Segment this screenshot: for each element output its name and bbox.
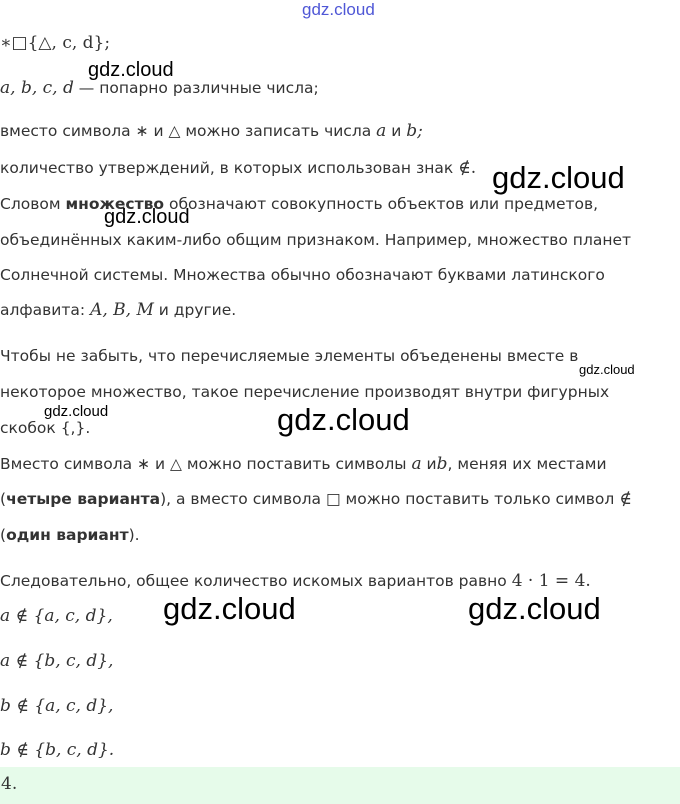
square-symbol-text: ), а вместо символа □ можно поставить только символ [160, 490, 615, 508]
alphabet-text: алфавита: [0, 301, 86, 319]
set-letters: A, B, M [90, 300, 154, 320]
answer-value: 4. [1, 774, 18, 794]
answer-box [0, 767, 680, 804]
conclusion-formula: 4 · 1 = 4. [511, 571, 591, 591]
var-b: b; [406, 121, 423, 141]
solution-line-3 [0, 524, 140, 546]
symbol-a: a [411, 454, 422, 474]
watermark: gdz.cloud [104, 206, 190, 228]
definition-line-3: Солнечной системы. Множества обычно обозначают буквами латинского [0, 266, 605, 284]
symbols-text: вместо символа ∗ и △ можно записать числа [0, 122, 372, 140]
variables-list: a, b, c, d [0, 78, 74, 98]
definition-text-start: Словом [0, 195, 61, 213]
definition-text-end: обозначают совокупность объектов или предметов, [169, 195, 599, 213]
problem-expression: ∗□{△, c, d}; [0, 33, 111, 53]
watermark: gdz.cloud [579, 362, 635, 377]
definition-line-4 [0, 299, 236, 321]
four-variants: четыре варианта [6, 490, 161, 508]
paren-close: ). [128, 526, 140, 544]
conclusion-line [0, 570, 591, 592]
paren-open-2: ( [0, 526, 7, 544]
paren-open: ( [0, 490, 7, 508]
note-line-1: Чтобы не забыть, что перечисляемые элементы объеденены вместе в [0, 347, 579, 365]
watermark: gdz.cloud [277, 402, 410, 437]
term-set: множество [65, 195, 165, 213]
not-in-symbol: ∉. [458, 158, 477, 178]
and-word: и [391, 122, 402, 140]
not-in-symbol-2: ∉ [619, 489, 632, 509]
conclusion-text: Следовательно, общее количество искомых вариантов равно [0, 572, 507, 590]
and-others-text: и другие. [158, 301, 237, 319]
result-2: a ∉ {b, c, d}, [0, 651, 114, 671]
result-1: a ∉ {a, c, d}, [0, 606, 113, 626]
watermark: gdz.cloud [44, 403, 109, 420]
watermark: gdz.cloud [468, 591, 601, 626]
var-a: a [376, 121, 387, 141]
result-4: b ∉ {b, c, d}. [0, 740, 115, 760]
note-line-2: некоторое множество, такое перечисление производят внутри фигурных [0, 383, 610, 401]
variables-description: — попарно различные числа; [78, 79, 319, 97]
solution-line-1 [0, 453, 607, 475]
swap-text: , меняя их местами [447, 455, 607, 473]
note-line-3: скобок {,}. [0, 419, 91, 437]
watermark-top: gdz.cloud [302, 0, 375, 19]
count-text: количество утверждений, в которых использован знак [0, 159, 454, 177]
solution-text: Вместо символа ∗ и △ можно поставить символы [0, 455, 407, 473]
definition-line-2: объединённых каким-либо общим признаком. Например, множество планет [0, 231, 632, 249]
watermark: gdz.cloud [88, 59, 174, 81]
one-variant: один вариант [6, 526, 129, 544]
solution-line-2 [0, 488, 632, 510]
watermark: gdz.cloud [492, 160, 625, 195]
watermark: gdz.cloud [163, 591, 296, 626]
result-3: b ∉ {a, c, d}, [0, 696, 114, 716]
symbols-line [0, 120, 423, 142]
symbol-b: b [436, 454, 448, 474]
definition-line-1 [0, 193, 598, 215]
and-word-2: и [426, 455, 437, 473]
count-line [0, 157, 476, 179]
